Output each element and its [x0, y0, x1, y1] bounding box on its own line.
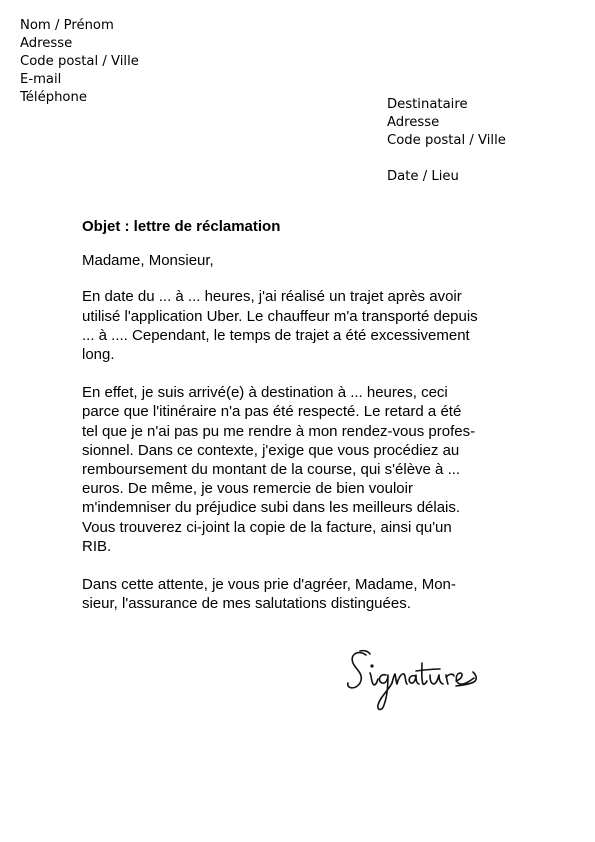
letter-subject: Objet : lettre de réclamation: [82, 218, 281, 235]
paragraph-line: utilisé l'application Uber. Le chauffeur m'a transporté depuis: [82, 307, 478, 325]
paragraph-line: En effet, je suis arrivé(e) à destination à ... heures, ceci: [82, 384, 448, 402]
paragraph-line: Dans cette attente, je vous prie d'agréer, Madame, Mon-: [82, 576, 456, 594]
paragraph-3: [82, 575, 522, 613]
recipient-name: Destinataire: [387, 97, 468, 112]
recipient-block: [387, 96, 506, 186]
paragraph-line: euros. De même, je vous remercie de bien vouloir: [82, 480, 413, 498]
paragraph-line: ... à .... Cependant, le temps de trajet a été excessivement: [82, 326, 470, 344]
paragraph-line: long.: [82, 346, 115, 364]
paragraph-line: sionnel. Dans ce contexte, j'exige que vous procédiez au: [82, 441, 460, 459]
paragraph-line: remboursement du montant de la course, qui s'élève à ...: [82, 461, 461, 479]
sender-phone: Téléphone: [20, 90, 87, 105]
sender-email: E-mail: [20, 72, 62, 87]
sender-postal-city: Code postal / Ville: [20, 54, 139, 69]
sender-name: Nom / Prénom: [20, 18, 114, 33]
paragraph-line: m'indemniser du préjudice subi dans les meilleurs délais.: [82, 499, 461, 517]
recipient-postal-city: Code postal / Ville: [387, 133, 506, 148]
paragraph-line: sieur, l'assurance de mes salutations distinguées.: [82, 595, 411, 613]
letter-greeting: Madame, Monsieur,: [82, 252, 214, 270]
paragraph-2: [82, 383, 522, 556]
sender-block: [20, 17, 139, 107]
paragraph-line: Vous trouverez ci-joint la copie de la facture, ainsi qu'un: [82, 518, 452, 536]
paragraph-1: [82, 287, 522, 364]
sender-address: Adresse: [20, 36, 73, 51]
handwritten-signature: [344, 645, 489, 720]
paragraph-line: parce que l'itinéraire n'a pas été respecté. Le retard a été: [82, 403, 462, 421]
paragraph-line: tel que je n'ai pas pu me rendre à mon rendez-vous profes-: [82, 422, 476, 440]
paragraph-line: En date du ... à ... heures, j'ai réalisé un trajet après avoir: [82, 288, 462, 306]
recipient-address: Adresse: [387, 115, 440, 130]
recipient-date-place: Date / Lieu: [387, 169, 459, 184]
signature-drawing: [344, 645, 489, 720]
letter-body: [82, 217, 522, 632]
paragraph-line: RIB.: [82, 537, 112, 555]
